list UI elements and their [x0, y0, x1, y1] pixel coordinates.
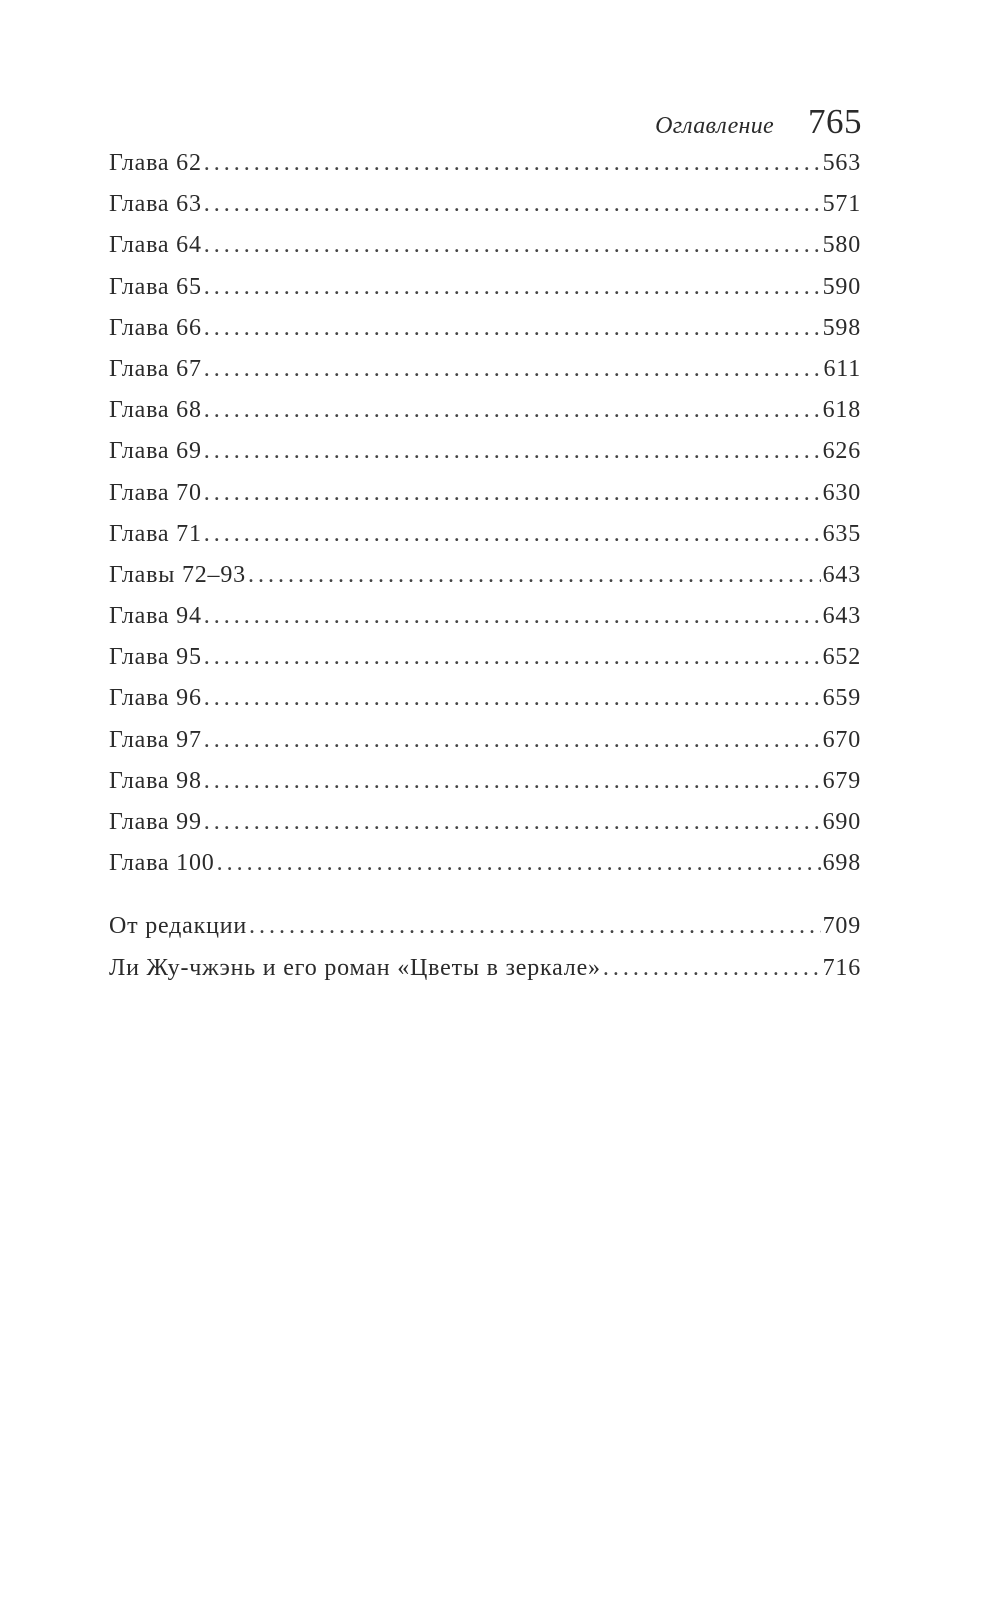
dot-leader: [603, 955, 821, 982]
page-header: [655, 102, 862, 142]
toc-entry-page: 590: [822, 273, 861, 300]
toc-entry-page: 679: [822, 767, 861, 794]
toc-entry-page: 635: [822, 520, 861, 547]
toc-entry-chapter: [109, 191, 861, 232]
toc-entry-chapter: [109, 685, 861, 726]
toc-entry-page: 611: [823, 355, 861, 382]
toc-entry-title: Глава 71: [109, 520, 202, 547]
toc-entry-page: 580: [822, 232, 861, 259]
dot-leader: [249, 913, 821, 940]
appendix-list: [109, 913, 861, 995]
toc-entry-chapter: [109, 315, 861, 356]
toc-entry-title: Главы 72–93: [109, 561, 246, 588]
toc-entry-page: 698: [822, 850, 861, 877]
dot-leader: [204, 727, 821, 754]
toc-entry-title: Глава 99: [109, 809, 202, 835]
dot-leader: [204, 274, 821, 301]
toc-entry-title: Глава 67: [109, 355, 202, 382]
toc-entry-chapter: [109, 274, 861, 315]
toc-entry-chapter: [109, 603, 861, 644]
dot-leader: [204, 232, 821, 259]
toc-entry-page: 652: [822, 644, 861, 671]
toc-entry-page: 598: [822, 314, 861, 341]
toc-entry-title: От редакции: [109, 913, 248, 940]
dot-leader: [204, 150, 821, 177]
toc-entry-page: 626: [822, 438, 861, 465]
section-gap: [109, 891, 861, 913]
dot-leader: [204, 809, 821, 836]
toc-entry-page: 571: [822, 191, 861, 218]
toc-entry-appendix: [109, 955, 861, 996]
toc-entry-page: 563: [822, 150, 861, 176]
dot-leader: [204, 685, 821, 712]
dot-leader: [204, 768, 821, 795]
toc-entry-chapter: [109, 768, 861, 809]
table-of-contents: [109, 150, 861, 996]
toc-entry-title: Глава 68: [109, 397, 202, 424]
toc-entry-chapter: [109, 727, 861, 768]
toc-entry-title: Глава 70: [109, 479, 202, 506]
toc-entry-title: Глава 62: [109, 150, 202, 176]
dot-leader: [204, 315, 821, 342]
toc-entry-title: Глава 63: [109, 191, 202, 218]
dot-leader: [204, 480, 821, 507]
toc-entry-chapter: [109, 562, 861, 603]
toc-entry-page: 659: [822, 685, 861, 712]
toc-entry-page: 670: [822, 726, 861, 753]
toc-entry-page: 643: [822, 603, 861, 630]
toc-entry-title: Глава 64: [109, 232, 202, 259]
dot-leader: [204, 356, 822, 383]
toc-entry-chapter: [109, 232, 861, 273]
page-number: 765: [808, 102, 862, 141]
toc-entry-chapter: [109, 150, 861, 191]
dot-leader: [204, 521, 821, 548]
toc-entry-title: Глава 94: [109, 603, 202, 630]
toc-entry-chapter: [109, 438, 861, 479]
toc-entry-page: 690: [822, 809, 861, 835]
chapter-list: [109, 150, 861, 891]
toc-entry-chapter: [109, 480, 861, 521]
toc-entry-chapter: [109, 850, 861, 891]
toc-entry-page: 716: [822, 954, 861, 981]
dot-leader: [204, 397, 821, 424]
dot-leader: [217, 850, 821, 877]
toc-entry-page: 618: [822, 397, 861, 424]
toc-entry-page: 630: [822, 479, 861, 506]
toc-entry-title: Ли Жу-чжэнь и его роман «Цветы в зеркале»: [109, 954, 601, 981]
toc-entry-appendix: [109, 913, 861, 954]
toc-entry-title: Глава 96: [109, 685, 202, 712]
toc-entry-chapter: [109, 809, 861, 850]
toc-entry-title: Глава 95: [109, 644, 202, 671]
dot-leader: [248, 562, 821, 589]
running-title: Оглавление: [655, 113, 774, 139]
toc-entry-title: Глава 97: [109, 726, 202, 753]
toc-entry-chapter: [109, 356, 861, 397]
dot-leader: [204, 644, 821, 671]
toc-entry-page: 709: [822, 913, 861, 940]
toc-entry-title: Глава 69: [109, 438, 202, 465]
toc-entry-title: Глава 66: [109, 314, 202, 341]
toc-entry-page: 643: [822, 561, 861, 588]
dot-leader: [204, 603, 821, 630]
toc-entry-chapter: [109, 521, 861, 562]
toc-entry-title: Глава 98: [109, 767, 202, 794]
dot-leader: [204, 191, 821, 218]
toc-entry-title: Глава 65: [109, 273, 202, 300]
toc-entry-chapter: [109, 644, 861, 685]
dot-leader: [204, 438, 821, 465]
toc-entry-chapter: [109, 397, 861, 438]
toc-entry-title: Глава 100: [109, 850, 215, 877]
